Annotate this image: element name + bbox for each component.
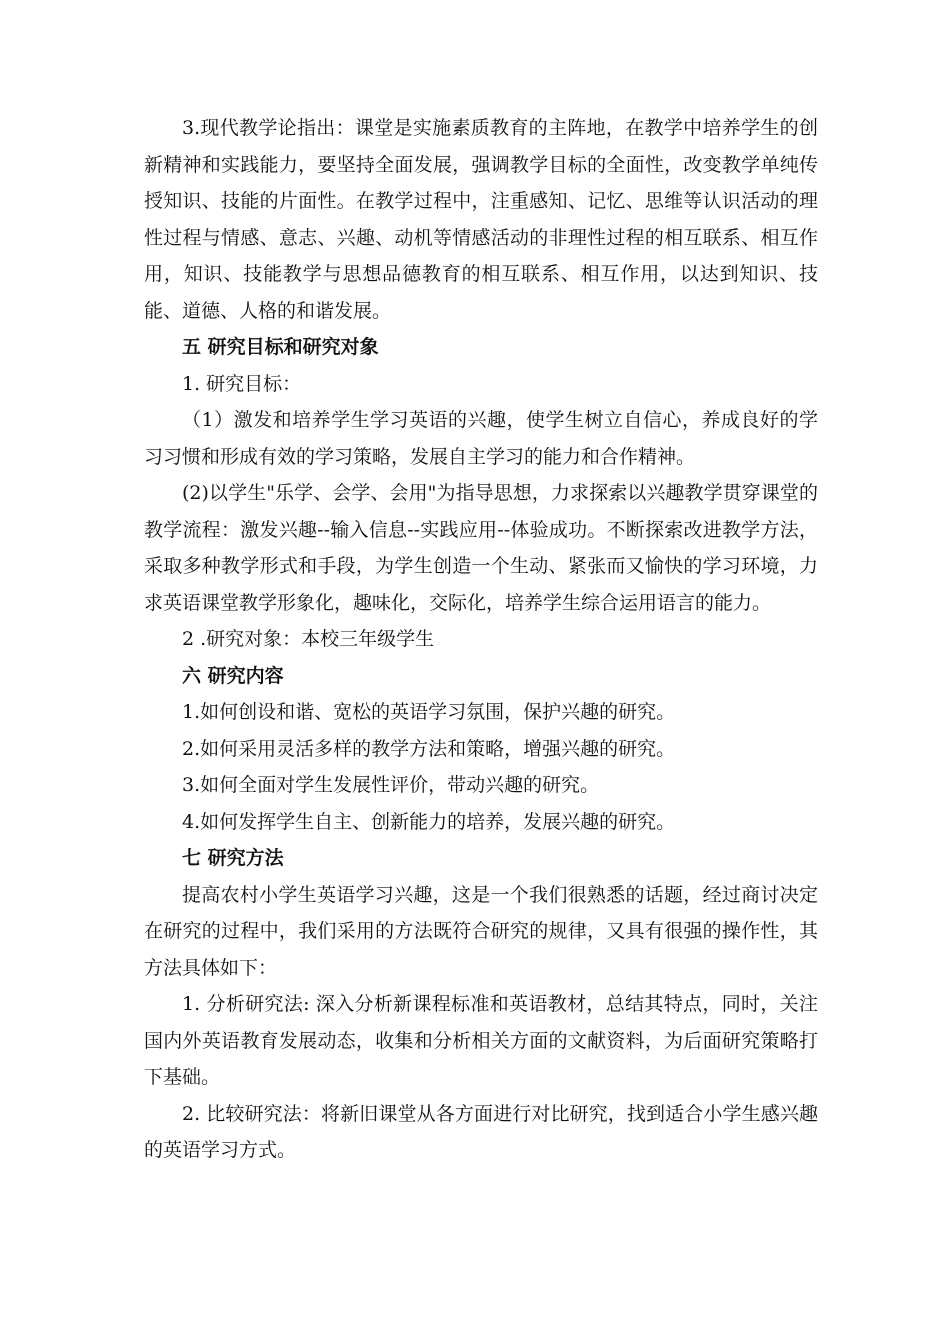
methods-intro: 提高农村小学生英语学习兴趣，这是一个我们很熟悉的话题，经过商讨决定在研究的过程中，我们采用的方法既符合研究的规律，又具有很强的操作性，其方法具体如下：	[144, 883, 818, 979]
research-goal-label: 1. 研究目标：	[182, 372, 302, 395]
research-object: 2 .研究对象：本校三年级学生	[182, 628, 435, 650]
content-item-3: 3.如何全面对学生发展性评价，带动兴趣的研究。	[182, 774, 600, 796]
content-item-1: 1.如何创设和谐、宽松的英语学习氛围，保护兴趣的研究。	[182, 701, 676, 723]
paragraph-modern-teaching-theory: 3.现代教学论指出：课堂是实施素质教育的主阵地，在教学中培养学生的创新精神和实践能力，要坚持全面发展，强调教学目标的全面性，改变教学单纯传授知识、技能的片面性。在教学过程中，注重感知、记忆、思维等认识活动的理性过程与情感、意志、兴趣、动机等情感活动的非理性过程的相互联系、相互作用，知识、技能教学与思想品德教育的相互联系、相互作用，以达到知识、技能、道德、人格的和谐发展。	[144, 117, 818, 322]
document-page	[144, 110, 818, 1169]
research-goal-1: （1）激发和培养学生学习英语的兴趣，使学生树立自信心，养成良好的学习习惯和形成有效的学习策略，发展自主学习的能力和合作精神。	[144, 409, 818, 468]
content-item-4: 4.如何发挥学生自主、创新能力的培养，发展兴趣的研究。	[182, 810, 676, 833]
method-analysis: 1. 分析研究法: 深入分析新课程标准和英语教材，总结其特点，同时，关注国内外英语教育发展动态，收集和分析相关方面的文献资料，为后面研究策略打下基础。	[144, 993, 818, 1088]
content-item-2: 2.如何采用灵活多样的教学方法和策略，增强兴趣的研究。	[182, 737, 676, 760]
method-comparison: 2. 比较研究法：将新旧课堂从各方面进行对比研究，找到适合小学生感兴趣的英语学习方式。	[144, 1102, 818, 1161]
section-heading-goals-objects: 五 研究目标和研究对象	[182, 336, 379, 358]
research-goal-2: (2)以学生"乐学、会学、会用"为指导思想，力求探索以兴趣教学贯穿课堂的教学流程：激发兴趣--输入信息--实践应用--体验成功。不断探索改进教学方法，采取多种教学形式和手段，为学生创造一个生动、紧张而又愉快的学习环境，力求英语课堂教学形象化，趣味化，交际化，培养学生综合运用语言的能力。	[144, 482, 818, 614]
section-heading-research-methods: 七 研究方法	[182, 847, 284, 869]
section-heading-research-content: 六 研究内容	[182, 664, 284, 687]
